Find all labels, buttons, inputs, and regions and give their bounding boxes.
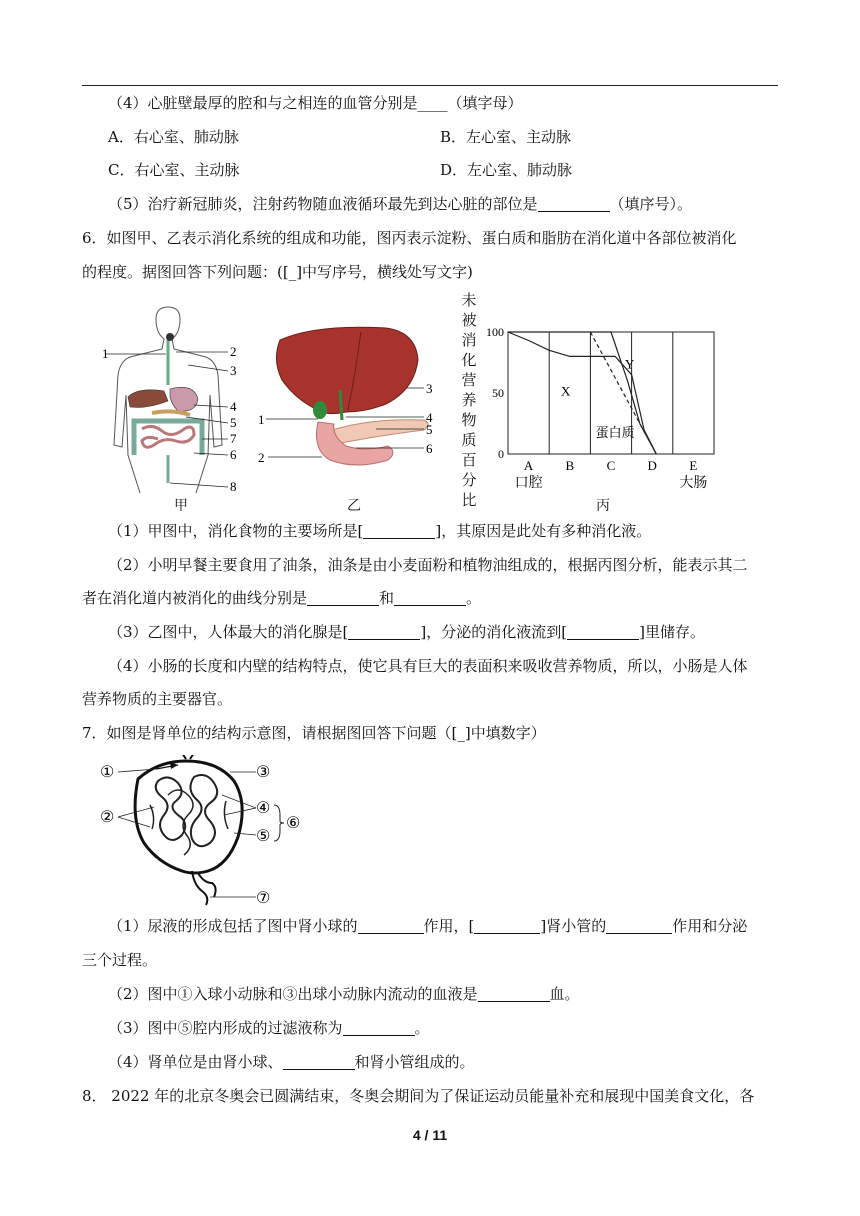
- answer-blank[interactable]: [307, 589, 379, 606]
- fig-nephron-label: ⑦: [256, 890, 271, 907]
- q7-sub1-line2: 三个过程。: [82, 951, 158, 969]
- answer-blank[interactable]: [478, 985, 550, 1002]
- q8-stem: 8． 2022 年的北京冬奥会已圆满结束，冬奥会期间为了保证运动员能量补充和展现中国美食文化，各: [82, 1087, 755, 1105]
- chart-y-tick-label: 100: [486, 325, 504, 339]
- figure-yi-liver-pancreas: [256, 320, 446, 480]
- figure-nephron: [98, 755, 318, 910]
- chart-x-region-note: 口腔: [514, 476, 543, 491]
- fig-yi-label: 5: [426, 422, 433, 437]
- q6-sub2-line1: （2）小明早餐主要食用了油条，油条是由小麦面粉和植物油组成的，根据丙图分析，能表示其二: [108, 556, 748, 574]
- answer-blank[interactable]: [343, 1019, 415, 1036]
- chart-annotation: Y: [624, 356, 635, 372]
- fig-jia-label: 4: [230, 399, 237, 414]
- chart-annotation: X: [560, 383, 571, 399]
- q6-sub2-line2: 者在消化道内被消化的曲线分别是 和 。: [82, 589, 482, 607]
- chart-x-tick-label: D: [647, 458, 657, 473]
- caption-yi: 乙: [347, 498, 361, 514]
- q6-sub4-line1: （4）小肠的长度和内壁的结构特点，使它具有巨大的表面积来吸收营养物质，所以，小肠是人体: [108, 657, 748, 675]
- fig-nephron-label: ④: [256, 800, 271, 817]
- answer-blank[interactable]: [394, 589, 466, 606]
- fig-yi-label: 3: [426, 381, 433, 396]
- q6-stem-line2: 的程度。据图回答下列问题：([_]中写序号，横线处写文字): [82, 263, 473, 281]
- q7-stem: 7．如图是肾单位的结构示意图，请根据图回答下问题（[_]中填数字）: [82, 724, 546, 742]
- header-rule: [82, 85, 778, 86]
- fig-nephron-label: ①: [100, 764, 115, 781]
- answer-blank[interactable]: [283, 1053, 355, 1070]
- answer-blank[interactable]: [567, 623, 639, 640]
- answer-blank[interactable]: [606, 917, 672, 934]
- q5-option-d: D．左心室、肺动脉: [440, 161, 573, 179]
- fig-jia-label: 8: [230, 479, 237, 494]
- figure-jia-digestive-system: [98, 305, 258, 495]
- q7-sub2: （2）图中①入球小动脉和③出球小动脉内流动的血液是 血。: [108, 985, 580, 1003]
- fig-yi-label: 4: [426, 410, 433, 425]
- figure-bing-digestion-chart: [480, 322, 730, 492]
- q7-sub1-line1: （1）尿液的形成包括了图中肾小球的 作用，[ ]肾小管的 作用和分泌: [108, 917, 748, 935]
- chart-annotation: 蛋白质: [595, 424, 635, 440]
- fig-jia-label: 3: [230, 363, 237, 378]
- answer-blank[interactable]: [538, 195, 610, 212]
- chart-x-tick-label: B: [565, 458, 575, 473]
- q5-option-b: B．左心室、主动脉: [440, 128, 572, 146]
- q5-sub5: （5）治疗新冠肺炎，注射药物随血液循环最先到达心脏的部位是 （填序号）。: [108, 195, 693, 213]
- chart-y-tick-label: 0: [498, 447, 504, 461]
- chart-y-axis-label: 未 被 消 化 营 养 物 质 百 分 比: [461, 291, 477, 509]
- chart-x-tick-label: C: [606, 458, 616, 473]
- fig-yi-label: 6: [426, 441, 433, 456]
- q5-sub4: （4）心脏壁最厚的腔和与之相连的血管分别是____（填字母）: [108, 94, 523, 112]
- fig-jia-label: 5: [230, 415, 237, 430]
- fig-nephron-label: ⑤: [256, 828, 271, 845]
- chart-x-tick-label: E: [689, 458, 698, 473]
- q5-option-a: A．右心室、肺动脉: [108, 128, 239, 146]
- fig-jia-label: 1: [102, 346, 109, 361]
- caption-bing: 丙: [596, 498, 610, 514]
- q7-sub4: （4）肾单位是由肾小球、 和肾小管组成的。: [108, 1053, 475, 1071]
- fig-yi-label: 1: [258, 412, 265, 427]
- answer-blank[interactable]: [363, 522, 435, 539]
- caption-jia: 甲: [174, 498, 188, 514]
- q5-option-c: C．右心室、主动脉: [108, 161, 240, 179]
- q6-sub1: （1）甲图中，消化食物的主要场所是[ ]，其原因是此处有多种消化液。: [108, 522, 652, 540]
- chart-y-tick-label: 50: [492, 386, 504, 400]
- answer-blank[interactable]: [358, 917, 424, 934]
- fig-jia-label: 7: [230, 431, 237, 446]
- q6-stem-line1: 6．如图甲、乙表示消化系统的组成和功能，图丙表示淀粉、蛋白质和脂肪在消化道中各部位被消化: [82, 229, 737, 247]
- fig-jia-label: 2: [230, 344, 237, 359]
- answer-blank[interactable]: [474, 917, 540, 934]
- page-number: 4 / 11: [412, 1127, 448, 1143]
- answer-blank[interactable]: [348, 623, 420, 640]
- q6-sub4-line2: 营养物质的主要器官。: [82, 690, 233, 708]
- fig-yi-label: 2: [258, 450, 265, 465]
- fig-nephron-label: ②: [100, 809, 115, 826]
- fig-nephron-label: ③: [256, 764, 271, 781]
- q6-sub3: （3）乙图中，人体最大的消化腺是[ ]，分泌的消化液流到[ ]里储存。: [108, 623, 705, 641]
- chart-x-tick-label: A: [523, 458, 534, 473]
- q7-sub3: （3）图中⑤腔内形成的过滤液称为 。: [108, 1019, 430, 1037]
- fig-jia-label: 6: [230, 447, 237, 462]
- chart-x-region-note: 大肠: [679, 476, 708, 491]
- fig-nephron-label: ⑥: [286, 815, 301, 832]
